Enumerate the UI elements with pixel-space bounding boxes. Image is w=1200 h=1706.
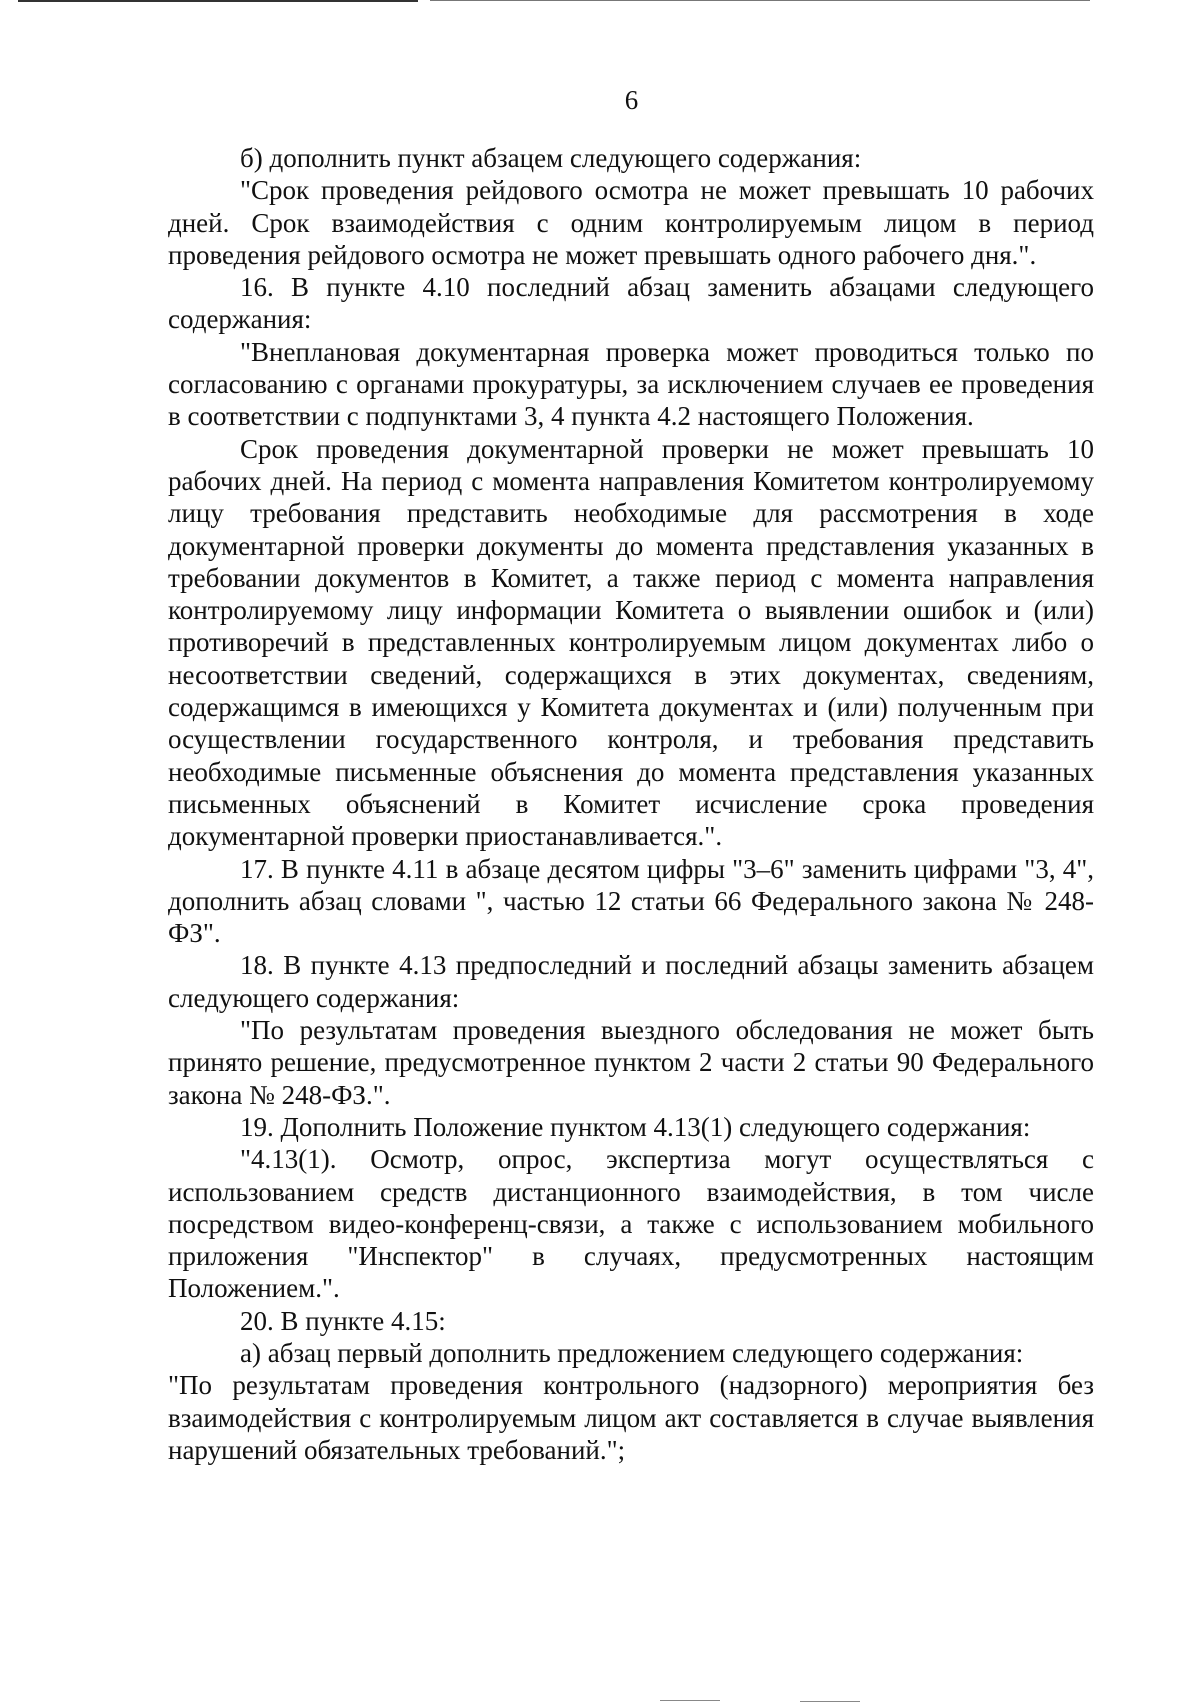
- paragraph-field-survey: "По результатам проведения выездного обследования не может быть принято решение, предусмотренное пунктом 2 части 2 статьи 90 Федерального закона № 248-ФЗ.".: [168, 1015, 1094, 1110]
- paragraph-item-17: 17. В пункте 4.11 в абзаце десятом цифры "3–6" заменить цифрами "3, 4", дополнить абзац словами ", частью 12 статьи 66 Федерального закона № 248-ФЗ".: [168, 853, 1094, 949]
- scan-edge-right: [430, 0, 1090, 1]
- paragraph-act-drawn: "По результатам проведения контрольного (надзорного) мероприятия без взаимодействия с контролируемым лицом акт составляется в случае выявления нарушений обязательных требований.";: [168, 1370, 1094, 1465]
- scan-edge-left: [18, 0, 418, 2]
- paragraph-item-18: 18. В пункте 4.13 предпоследний и последний абзацы заменить абзацем следующего содержания:: [168, 950, 1094, 1013]
- scan-mark-bottom-2: [800, 1701, 860, 1702]
- paragraph-a-first: а) абзац первый дополнить предложением следующего содержания:: [240, 1337, 1024, 1368]
- document-body: [168, 142, 1094, 1466]
- scan-mark-bottom-1: [660, 1700, 720, 1701]
- paragraph-item-16: 16. В пункте 4.10 последний абзац заменить абзацами следующего содержания:: [168, 272, 1094, 335]
- page-number: 6: [624, 85, 639, 115]
- paragraph-4-13-1: "4.13(1). Осмотр, опрос, экспертиза могут осуществляться с использованием средств дистанционного взаимодействия, в том числе посредством видео-конференц-связи, а также с использованием мобильного приложения "Инспектор" в случаях, предусмотренных настоящим Положением.".: [168, 1144, 1094, 1304]
- paragraph-b-intro: б) дополнить пункт абзацем следующего содержания:: [240, 143, 862, 173]
- paragraph-unscheduled-check: "Внеплановая документарная проверка может проводиться только по согласованию с органами прокуратуры, за исключением случаев ее проведения в соответствии с подпунктами 3, 4 пункта 4.2 настоящего Положения.: [168, 336, 1094, 432]
- paragraph-item-19: 19. Дополнить Положение пунктом 4.13(1) следующего содержания:: [240, 1111, 1031, 1142]
- paragraph-check-term: Срок проведения документарной проверки не может превышать 10 рабочих дней. На период с момента направления Комитетом контролируемому лицу требования представить необходимые для рассмотрения в ходе документарной проверки документы до момента представления указанных в требовании документов в Комитет, а также период с момента направления контролируемому лицу информации Комитета о выявлении ошибок и (или) противоречий в представленных контролируемым лицом документах либо о несоответствии сведений, содержащихся в этих документах, сведениям, содержащимся в имеющихся у Комитета документах и (или) полученным при осуществлении государственного контроля, и требования представить необходимые письменные объяснения до момента представления указанных письменных объяснений в Комитет исчисление срока проведения документарной проверки приостанавливается.".: [168, 433, 1094, 852]
- paragraph-raid-term: "Срок проведения рейдового осмотра не может превышать 10 рабочих дней. Срок взаимодействия с одним контролируемым лицом в период проведения рейдового осмотра не может превышать одного рабочего дня.".: [168, 175, 1094, 270]
- paragraph-item-20: 20. В пункте 4.15:: [240, 1305, 446, 1336]
